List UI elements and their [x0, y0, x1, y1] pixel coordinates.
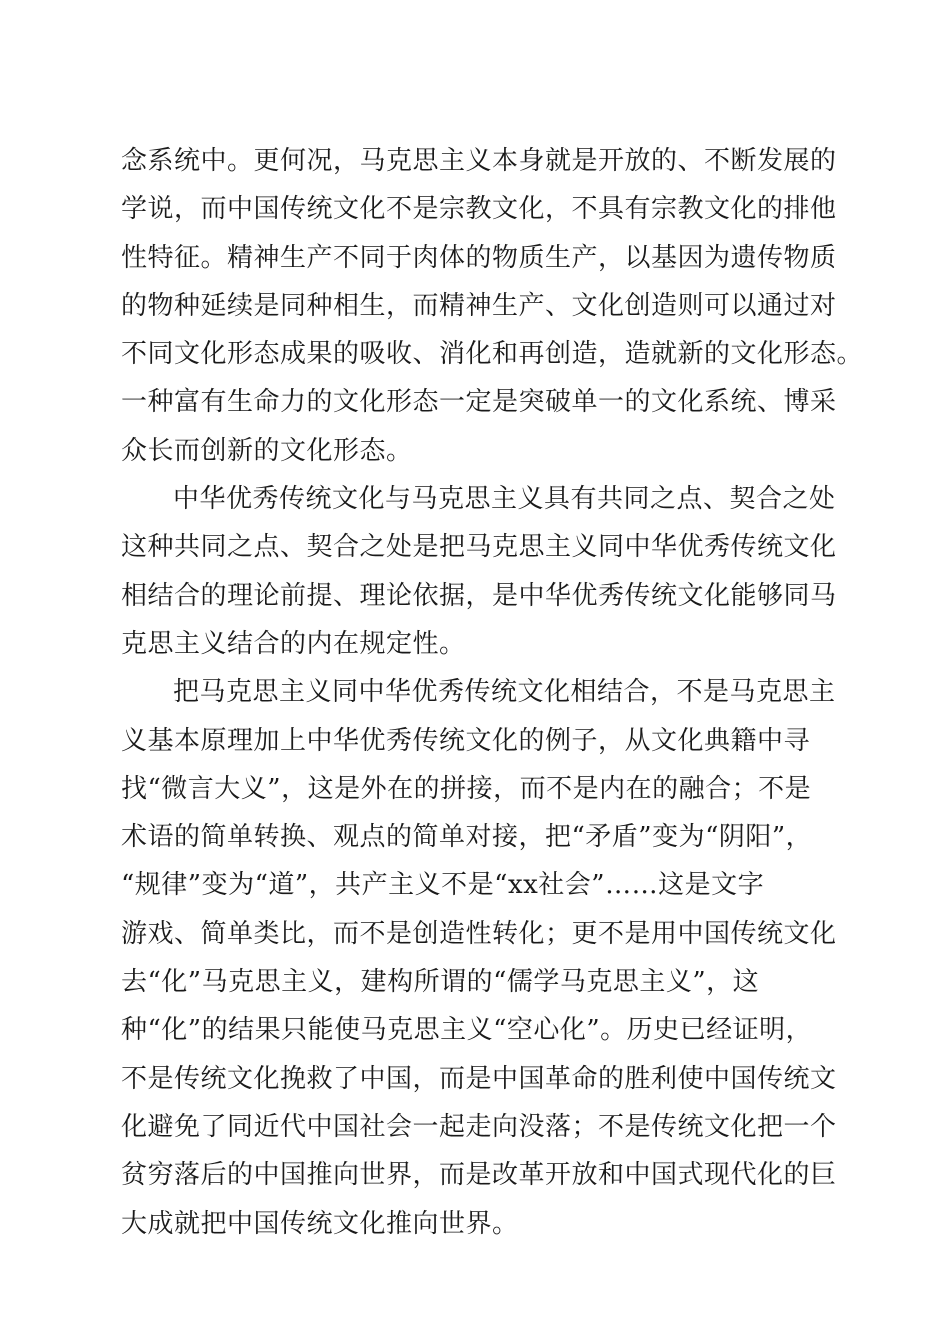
text-line: 克思主义结合的内在规定性。 — [121, 628, 466, 659]
text-line: 学说，而中国传统文化不是宗教文化，不具有宗教文化的排他 — [121, 194, 837, 225]
text-line: 一种富有生命力的文化形态一定是突破单一的文化系统、博采 — [121, 387, 837, 418]
text-line: 性特征。精神生产不同于肉体的物质生产，以基因为遗传物质 — [121, 242, 837, 273]
text-line: 种“化”的结果只能使马克思主义“空心化”。历史已经证明， — [121, 1015, 813, 1046]
text-line: 义基本原理加上中华优秀传统文化的例子，从文化典籍中寻 — [121, 725, 811, 756]
text-line: “规律”变为“道”，共产主义不是“xx社会”……这是文字 — [121, 870, 765, 901]
text-line: 游戏、简单类比，而不是创造性转化；更不是用中国传统文化 — [121, 918, 837, 949]
text-line: 的物种延续是同种相生，而精神生产、文化创造则可以通过对 — [121, 290, 837, 321]
text-line: 相结合的理论前提、理论依据，是中华优秀传统文化能够同马 — [121, 580, 837, 611]
text-line: 把马克思主义同中华优秀传统文化相结合，不是马克思主 — [173, 677, 836, 708]
text-line: 找“微言大义”，这是外在的拼接，而不是内在的融合；不是 — [121, 773, 812, 804]
text-line: 中华优秀传统文化与马克思主义具有共同之点、契合之处 — [173, 484, 836, 515]
text-line: 不是传统文化挽救了中国，而是中国革命的胜利使中国传统文 — [121, 1063, 837, 1094]
text-line: 去“化”马克思主义，建构所谓的“儒学马克思主义”，这 — [121, 967, 760, 998]
text-line: 术语的简单转换、观点的简单对接，把“矛盾”变为“阴阳”， — [121, 822, 813, 853]
text-line: 众长而创新的文化形态。 — [121, 435, 413, 466]
text-line: 化避免了同近代中国社会一起走向没落；不是传统文化把一个 — [121, 1111, 837, 1142]
text-line: 这种共同之点、契合之处是把马克思主义同中华优秀传统文化 — [121, 532, 837, 563]
body-text — [121, 137, 864, 1248]
text-line: 不同文化形态成果的吸收、消化和再创造，造就新的文化形态。 — [121, 339, 864, 370]
text-line: 念系统中。更何况，马克思主义本身就是开放的、不断发展的 — [121, 146, 837, 176]
text-line: 贫穷落后的中国推向世界，而是改革开放和中国式现代化的巨 — [121, 1160, 837, 1191]
text-line: 大成就把中国传统文化推向世界。 — [121, 1208, 519, 1239]
